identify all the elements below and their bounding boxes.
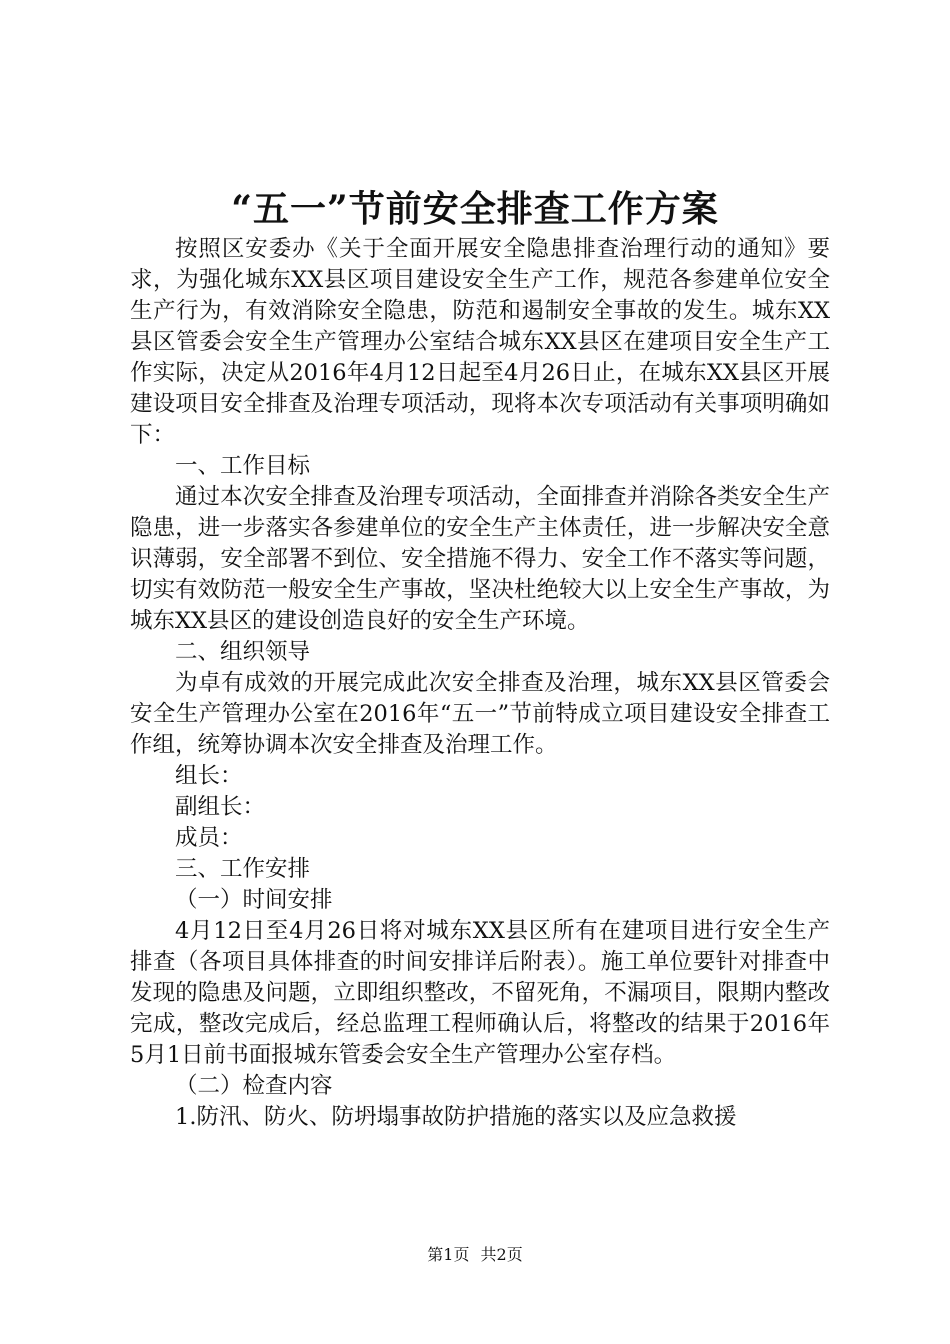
page-footer bbox=[0, 1244, 950, 1266]
page-number: 第1页 bbox=[427, 1245, 470, 1264]
team-leader-line: 组长： bbox=[175, 763, 243, 789]
inspection-item-1: 1.防汛、防火、防坍塌事故防护措施的落实以及应急救援 bbox=[175, 1104, 737, 1130]
schedule-paragraph: 4月12日至4月26日将对城东XX县区所有在建项目进行安全生产排查（各项目具体排查的时间安排详后附表）。施工单位要针对排查中发现的隐患及问题，立即组织整改，不留死角，不漏项目，限期内整改完成，整改完成后，经总监理工程师确认后，将整改的结果于2016年5月1日前书面报城东管委会安全生产管理办公室存档。 bbox=[130, 918, 830, 1068]
section-heading-goals: 一、工作目标 bbox=[175, 453, 311, 479]
intro-paragraph: 按照区安委办《关于全面开展安全隐患排查治理行动的通知》要求，为强化城东XX县区项目建设安全生产工作，规范各参建单位安全生产行为，有效消除安全隐患，防范和遏制安全事故的发生。城东XX县区管委会安全生产管理办公室结合城东XX县区在建项目安全生产工作实际，决定从2016年4月12日起至4月26日止，在城东XX县区开展建设项目安全排查及治理专项活动，现将本次专项活动有关事项明确如下： bbox=[130, 236, 830, 448]
document-body bbox=[130, 234, 830, 1133]
organization-paragraph: 为卓有成效的开展完成此次安全排查及治理，城东XX县区管委会安全生产管理办公室在2016年“五一”节前特成立项目建设安全排查工作组，统筹协调本次安全排查及治理工作。 bbox=[130, 670, 830, 758]
section-heading-arrangement: 三、工作安排 bbox=[175, 856, 311, 882]
document-title: “五一”节前安全排查工作方案 bbox=[231, 188, 719, 230]
subsection-heading-inspection: （二）检查内容 bbox=[175, 1073, 333, 1099]
goals-paragraph: 通过本次安全排查及治理专项活动，全面排查并消除各类安全生产隐患，进一步落实各参建单位的安全生产主体责任，进一步解决安全意识薄弱，安全部署不到位、安全措施不得力、安全工作不落实等问题，切实有效防范一般安全生产事故，坚决杜绝较大以上安全生产事故，为城东XX县区的建设创造良好的安全生产环境。 bbox=[130, 484, 830, 634]
subsection-heading-schedule: （一）时间安排 bbox=[175, 887, 333, 913]
deputy-leader-line: 副组长： bbox=[175, 794, 266, 820]
members-line: 成员： bbox=[175, 825, 243, 851]
page-total: 共2页 bbox=[480, 1245, 523, 1264]
section-heading-organization: 二、组织领导 bbox=[175, 639, 311, 665]
